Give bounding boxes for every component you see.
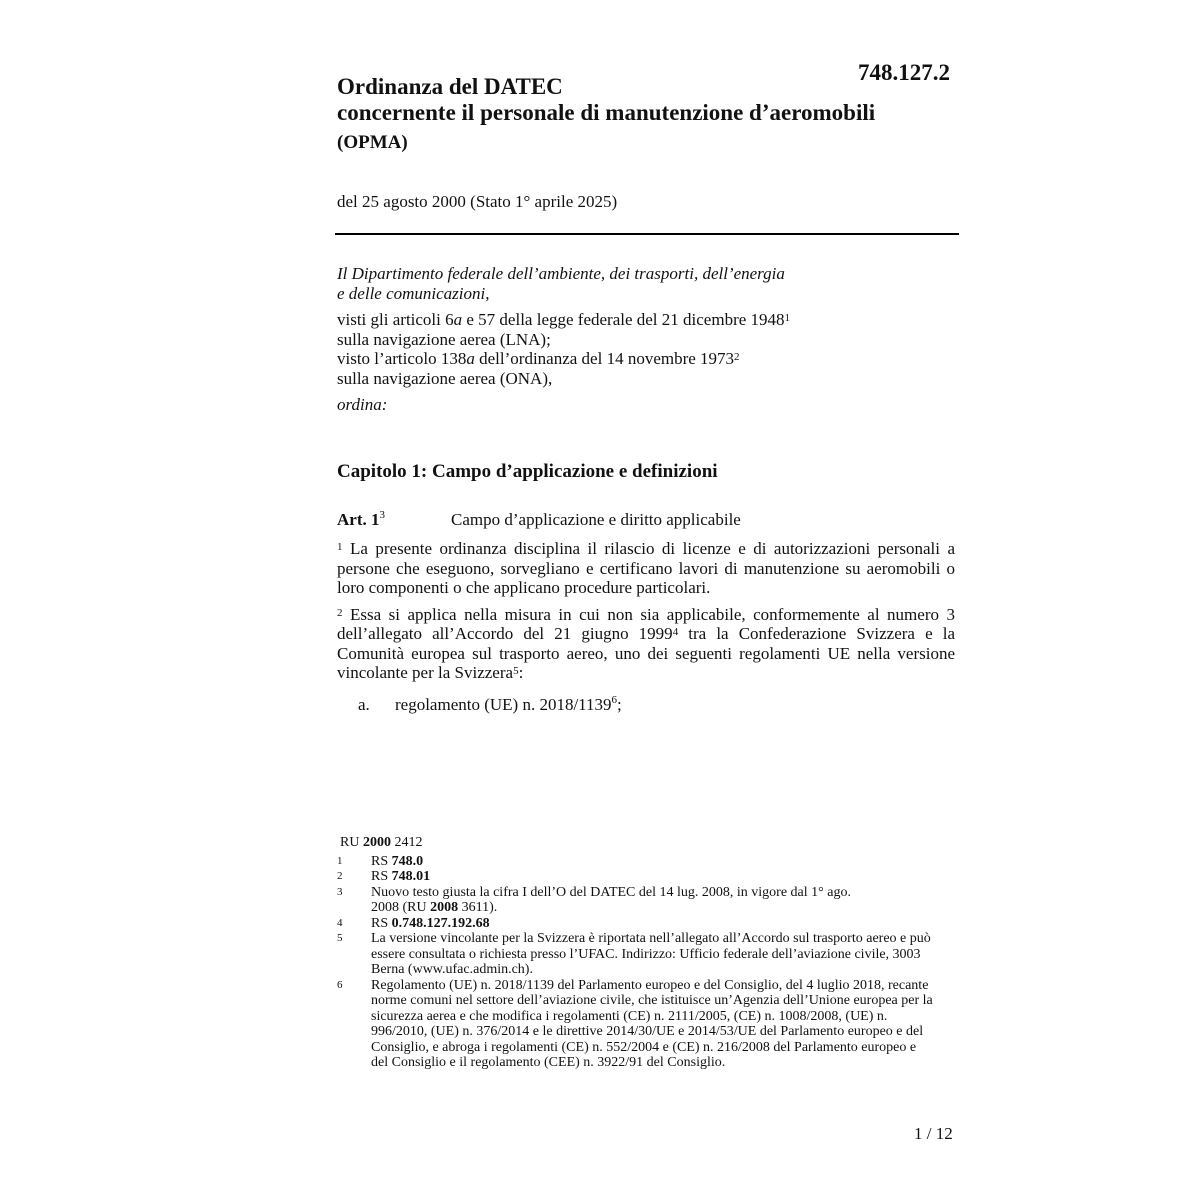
preamble bbox=[337, 264, 957, 415]
article-label: Art. $1^3$ bbox=[337, 509, 385, 529]
document-date: del 25 agosto 2000 (Stato 1° aprile 2025) bbox=[337, 192, 618, 211]
preamble-ordina: ordina: bbox=[337, 395, 388, 414]
preamble-visto-1b: sulla navigazione aerea (LNA); bbox=[337, 329, 551, 349]
preamble-visto-2: visto l’articolo 138a dell’ordinanza del 14 novembre 1973$^2$ bbox=[337, 349, 740, 368]
list-item-letter: a. bbox=[358, 695, 370, 714]
footnote-ru: RU 2000 2412 bbox=[340, 835, 423, 850]
footnote-ref-5[interactable]: 5 bbox=[513, 665, 519, 677]
footnote-2: 2 RS 748.01 bbox=[337, 869, 431, 884]
footnote-ref-4[interactable]: 4 bbox=[672, 626, 679, 638]
article-heading bbox=[337, 510, 741, 530]
list-item: a. regolamento (UE) n. 2018/1139$^6$; bbox=[358, 694, 622, 714]
footnote-ref-2[interactable]: 2 bbox=[734, 351, 740, 363]
footnote-5: 5 La versione vincolante per la Svizzera è riportata nell’allegato all’Accordo sul trasporto aereo e può essere consultata o richiesta presso l’UFAC. Indirizzo: Ufficio federale dell’aviazione civile, 3003 Berna (www.ufac.admin.ch). bbox=[337, 931, 931, 977]
footnote-ref-1[interactable]: 1 bbox=[784, 312, 791, 324]
page-number: 1 / 12 bbox=[914, 1124, 953, 1143]
preamble-visto-1: visti gli articoli 6a e 57 della legge federale del 21 dicembre 1948$^1$ bbox=[337, 310, 791, 329]
footnote-ref-3[interactable]: 3 bbox=[379, 509, 385, 521]
article-title: Campo d’applicazione e diritto applicabile bbox=[451, 510, 741, 529]
preamble-visto-2b: sulla navigazione aerea (ONA), bbox=[337, 368, 553, 388]
article-paragraph-1: $^1$ La presente ordinanza disciplina il rilascio di licenze e di autorizzazioni personali a persone che eseguono, sorvegliano e certificano lavori di manutenzione su aeromobili o loro componenti o che applicano procedure particolari. bbox=[337, 539, 955, 597]
header-divider bbox=[335, 233, 959, 235]
title-line-2: concernente il personale di manutenzione d’aeromobili bbox=[337, 100, 876, 125]
article-paragraph-2: $^2$ Essa si applica nella misura in cui non sia applicabile, conformemente al numero 3 dell’allegato all’Accordo del 21 giugno 1999$^4$ tra la Confederazione Svizzera e la Comunità europea sul trasporto aereo, uno dei seguenti regolamenti UE nella versione vincolante per la Svizzera$^5$: bbox=[337, 604, 955, 682]
document-title bbox=[337, 74, 875, 156]
footnote-4: 4 RS 0.748.127.192.68 bbox=[337, 915, 490, 931]
preamble-authority-line-2: e delle comunicazioni, bbox=[337, 283, 490, 303]
footnote-6: 6 Regolamento (UE) n. 2018/1139 del Parlamento europeo e del Consiglio, del 4 luglio 2018, recante norme comuni nel settore dell’aviazione civile, che istituisce un’Agenzia dell’Unione europea per la sicurezza aerea e che modifica i regolamenti (CE) n. 2111/2005, (CE) n. 1008/2008, (UE) n. 996/2010, (UE) n. 376/2014 e le direttive 2014/30/UE e 2014/53/UE del Parlamento europeo e del Consiglio, e abroga i regolamenti (CE) n. 552/2004 e (CE) n. 216/2008 del Parlamento europeo e del Consiglio e il regolamento (CEE) n. 3922/91 del Consiglio. bbox=[337, 977, 933, 1070]
preamble-authority-line-1: Il Dipartimento federale dell’ambiente, dei trasporti, dell’energia bbox=[337, 264, 785, 283]
article-body bbox=[337, 539, 955, 690]
sr-number: 748.127.2 bbox=[858, 60, 950, 85]
title-line-1: Ordinanza del DATEC bbox=[337, 74, 563, 99]
footnote-1: 1 RS 748.0 bbox=[337, 853, 424, 869]
footnote-ref-6[interactable]: 6 bbox=[611, 694, 618, 706]
footnotes bbox=[337, 835, 957, 1071]
title-abbreviation: (OPMA) bbox=[337, 132, 408, 153]
chapter-heading: Capitolo 1: Campo d’applicazione e definizioni bbox=[337, 461, 718, 482]
footnote-3: 3 Nuovo testo giusta la cifra I dell’O del DATEC del 14 lug. 2008, in vigore dal 1° ago. 2008 (RU 2008 3611). bbox=[337, 884, 851, 915]
